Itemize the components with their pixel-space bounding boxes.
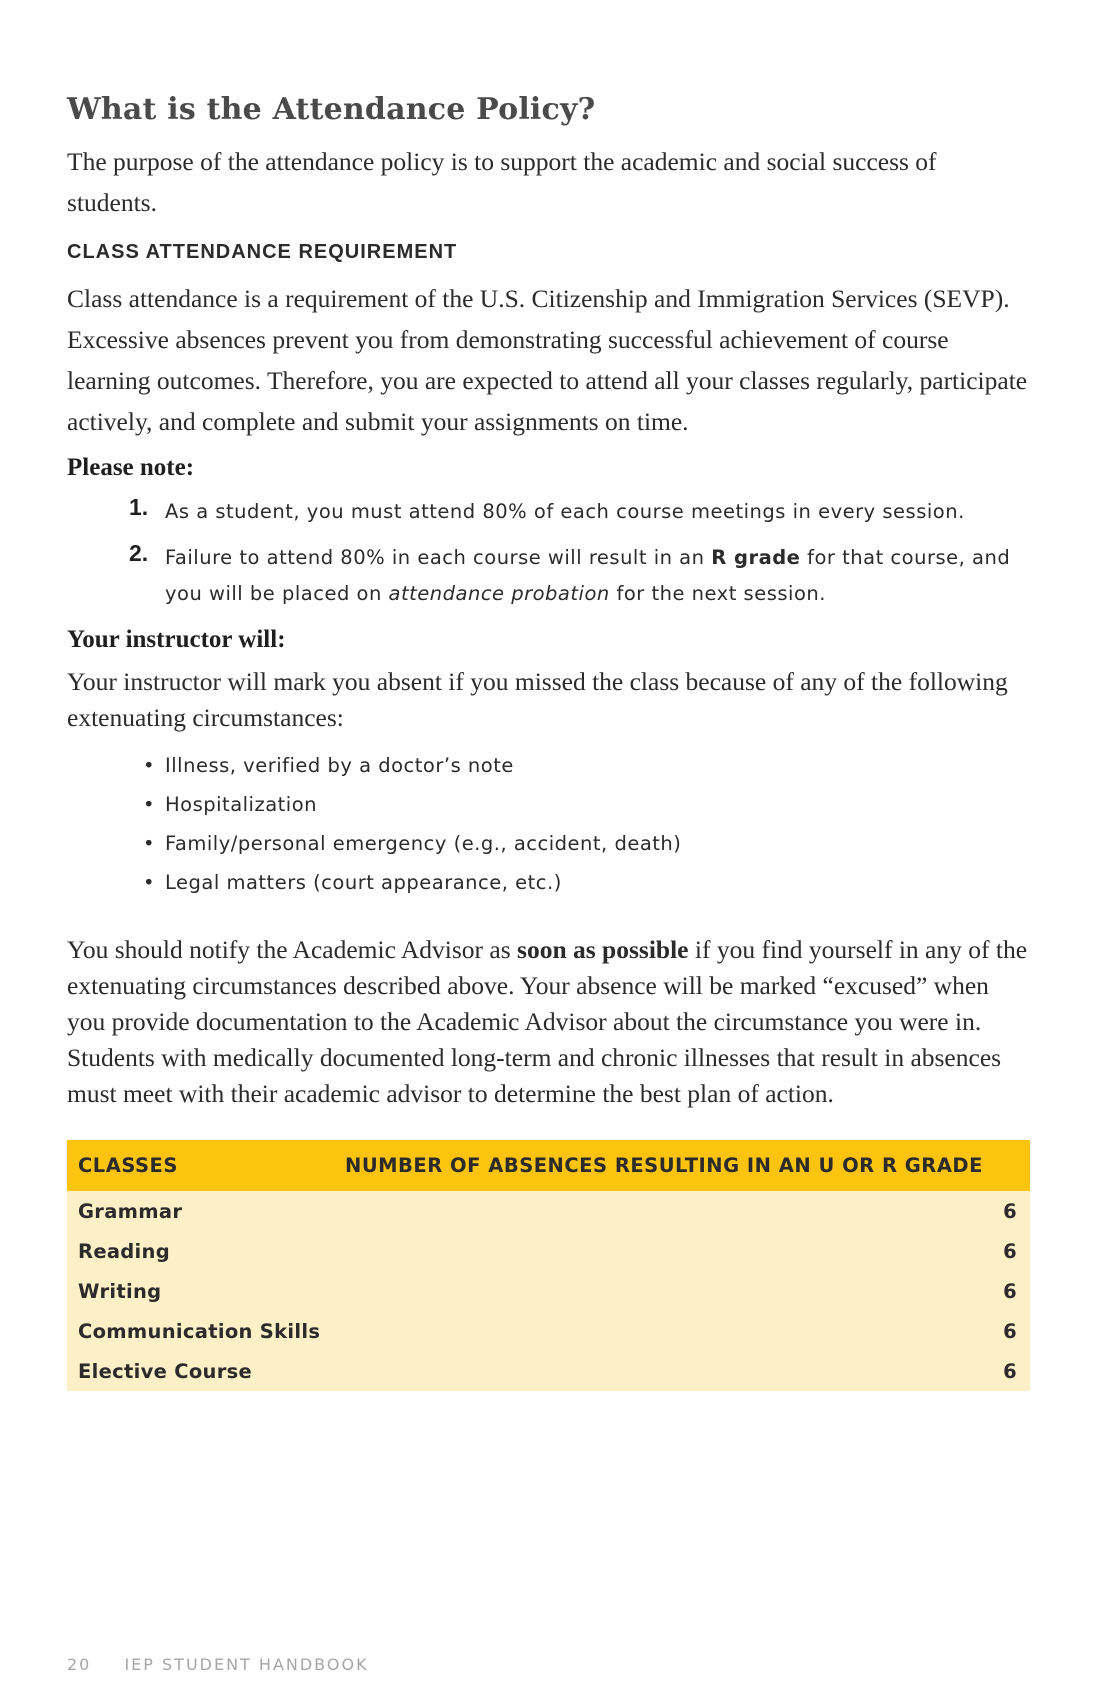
attendance-probation-emphasis: attendance probation <box>388 582 610 605</box>
page-footer <box>67 1655 369 1674</box>
bullet-icon: • <box>143 871 156 894</box>
note-text-start: Failure to attend 80% in each course will result in an <box>165 546 712 569</box>
absences-table <box>67 1140 1030 1391</box>
please-note-label: Please note: <box>67 454 195 481</box>
list-item-text: Legal matters (court appearance, etc.) <box>165 871 562 894</box>
instructor-paragraph: Your instructor will mark you absent if you missed the class because of any of the following extenuating circumstances: <box>67 667 1008 732</box>
table-row <box>67 1231 1030 1271</box>
note-text <box>165 546 1010 605</box>
instructor-label: Your instructor will: <box>67 626 286 653</box>
list-item <box>67 863 1030 902</box>
note-item <box>67 494 1030 530</box>
page-number: 20 <box>67 1655 92 1674</box>
table-header-row <box>67 1140 1030 1191</box>
class-name: Grammar <box>78 1199 183 1223</box>
class-name: Writing <box>78 1279 162 1303</box>
notify-paragraph <box>67 932 1030 1112</box>
absence-count: 6 <box>1003 1319 1017 1343</box>
circumstances-list <box>67 746 1030 902</box>
list-item <box>67 746 1030 785</box>
absence-count: 6 <box>1003 1359 1017 1383</box>
bullet-icon: • <box>143 832 156 855</box>
r-grade-emphasis: R grade <box>711 546 801 569</box>
requirement-subheading: CLASS ATTENDANCE REQUIREMENT <box>67 241 458 263</box>
header-absences: NUMBER OF ABSENCES RESULTING IN AN U OR R GRADE <box>345 1154 983 1177</box>
handbook-title: IEP STUDENT HANDBOOK <box>124 1655 369 1674</box>
list-item-text: Illness, verified by a doctor’s note <box>165 754 514 777</box>
note-text-mid: for that course, and you will be placed on <box>165 546 1011 605</box>
list-item-text: Hospitalization <box>165 793 318 816</box>
please-note-list <box>67 494 1030 612</box>
absence-count: 6 <box>1003 1199 1017 1223</box>
table-row <box>67 1271 1030 1311</box>
table-row <box>67 1191 1030 1231</box>
bullet-icon: • <box>143 793 156 816</box>
class-name: Elective Course <box>78 1359 253 1383</box>
class-name: Reading <box>78 1239 170 1263</box>
absence-count: 6 <box>1003 1279 1017 1303</box>
list-item <box>67 785 1030 824</box>
requirement-paragraph: Class attendance is a requirement of the U.S. Citizenship and Immigration Services (SEVP). Excessive absences prevent you from demonstrating successful achievement of course learning outcomes. Therefore, you are expected to attend all your classes regularly, participate actively, and complete and submit your assignments on time. <box>67 284 1028 436</box>
note-number: 2. <box>129 540 149 566</box>
absence-count: 6 <box>1003 1239 1017 1263</box>
handbook-page <box>67 92 1030 1391</box>
header-classes: CLASSES <box>78 1154 178 1177</box>
page-title: What is the Attendance Policy? <box>67 92 596 127</box>
note-text: As a student, you must attend 80% of each course meetings in every session. <box>165 500 965 523</box>
table-row <box>67 1351 1030 1391</box>
list-item-text: Family/personal emergency (e.g., accident, death) <box>165 832 682 855</box>
bullet-icon: • <box>143 754 156 777</box>
intro-paragraph: The purpose of the attendance policy is to support the academic and social success of students. <box>67 147 937 217</box>
note-number: 1. <box>129 494 149 520</box>
notify-text-end: if you find yourself in any of the extenuating circumstances described above. Your absence will be marked “excused” when you provide documentation to the Academic Advisor about the circumstance you were in. Students with medically documented long-term and chronic illnesses that result in absences must meet with their academic advisor to determine the best plan of action. <box>67 935 1028 1108</box>
soon-as-possible-emphasis: soon as possible <box>517 935 689 964</box>
table-row <box>67 1311 1030 1351</box>
note-text-end: for the next session. <box>609 582 826 605</box>
list-item <box>67 824 1030 863</box>
class-name: Communication Skills <box>78 1319 321 1343</box>
notify-text-start: You should notify the Academic Advisor as <box>67 935 518 964</box>
note-item <box>67 540 1030 612</box>
